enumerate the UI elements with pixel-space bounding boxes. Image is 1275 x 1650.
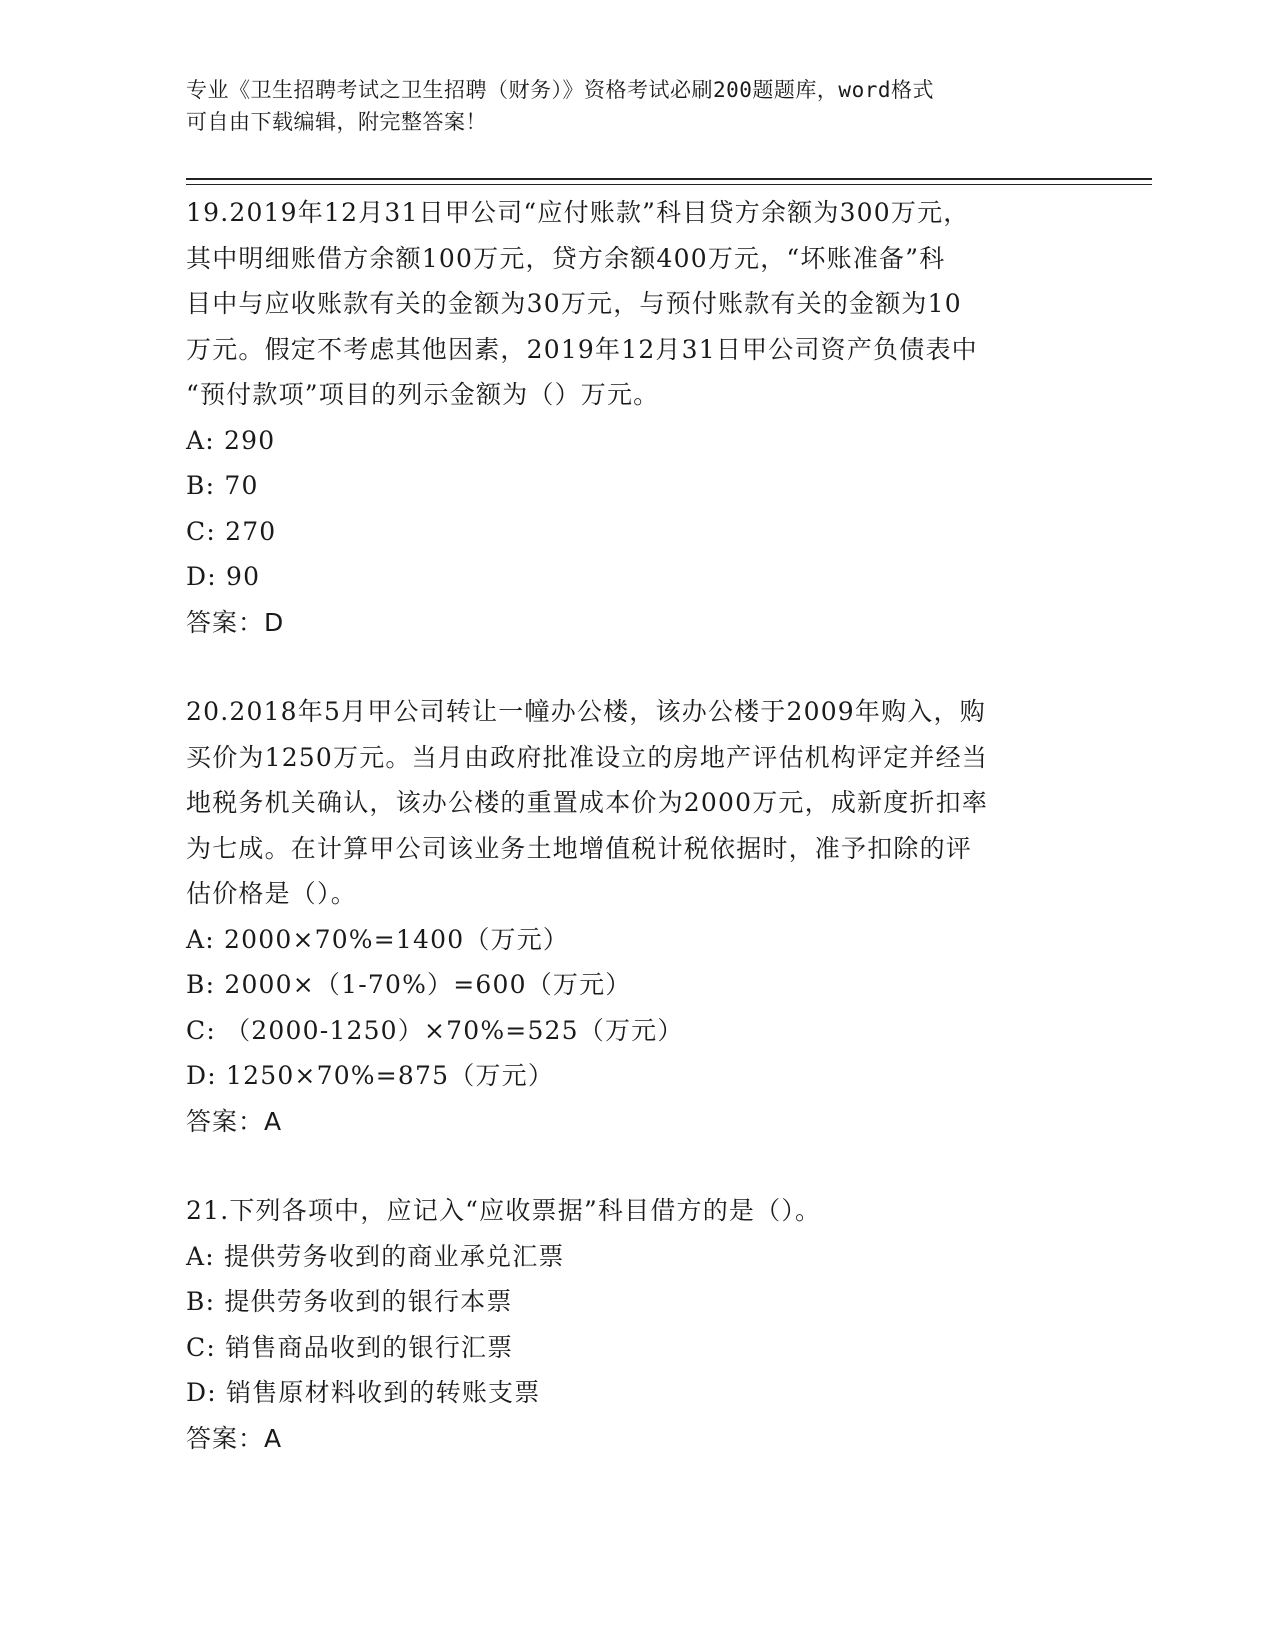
header-divider-thin (186, 184, 1152, 185)
question-stem-line: 19.2019年12月31日甲公司“应付账款”科目贷方余额为300万元， (186, 198, 970, 227)
option-c: C: 销售商品收到的银行汇票 (186, 1332, 514, 1362)
option-a: A: 提供劳务收到的商业承兑汇票 (186, 1241, 565, 1271)
option-d: D: 90 (186, 562, 261, 591)
answer-label: 答案：A (186, 1106, 283, 1136)
question-stem-line: 目中与应收账款有关的金额为30万元，与预付账款有关的金额为10 (186, 289, 962, 318)
question-stem-line: 万元。假定不考虑其他因素，2019年12月31日甲公司资产负债表中 (186, 334, 978, 364)
option-b: B: 提供劳务收到的银行本票 (186, 1287, 513, 1316)
header-divider-thick (186, 178, 1152, 180)
question-stem-line: 买价为1250万元。当月由政府批准设立的房地产评估机构评定并经当 (186, 742, 989, 772)
question-19 (186, 190, 1086, 645)
question-list (186, 190, 1086, 1505)
header-line-1: 专业《卫生招聘考试之卫生招聘（财务）》资格考试必刷200题题库，word格式 (186, 78, 934, 102)
option-b: B: 2000×（1-70%）=600（万元） (186, 970, 632, 999)
question-stem-line: 21.下列各项中，应记入“应收票据”科目借方的是（）。 (186, 1196, 822, 1225)
option-c: C: （2000-1250）×70%=525（万元） (186, 1015, 684, 1045)
question-21 (186, 1188, 1086, 1461)
option-a: A: 290 (186, 425, 276, 455)
option-a: A: 2000×70%=1400（万元） (186, 924, 570, 954)
question-stem-line: 20.2018年5月甲公司转让一幢办公楼，该办公楼于2009年购入，购 (186, 697, 986, 726)
document-header (186, 74, 1066, 138)
question-stem-line: 估价格是（）。 (186, 879, 357, 908)
question-stem-line: 地税务机关确认，该办公楼的重置成本价为2000万元，成新度折扣率 (186, 788, 989, 817)
answer-label: 答案：A (186, 1423, 283, 1453)
question-stem-line: 其中明细账借方余额100万元，贷方余额400万元，“坏账准备”科 (186, 243, 946, 273)
answer-label: 答案：D (186, 607, 285, 637)
question-stem-line: 为七成。在计算甲公司该业务土地增值税计税依据时，准予扣除的评 (186, 833, 973, 863)
question-20 (186, 689, 1086, 1144)
header-line-2: 可自由下载编辑，附完整答案！ (186, 110, 487, 134)
question-stem-line: “预付款项”项目的列示金额为（）万元。 (186, 380, 660, 409)
option-d: D: 销售原材料收到的转账支票 (186, 1378, 541, 1407)
option-d: D: 1250×70%=875（万元） (186, 1061, 555, 1090)
option-c: C: 270 (186, 516, 277, 546)
option-b: B: 70 (186, 471, 259, 500)
